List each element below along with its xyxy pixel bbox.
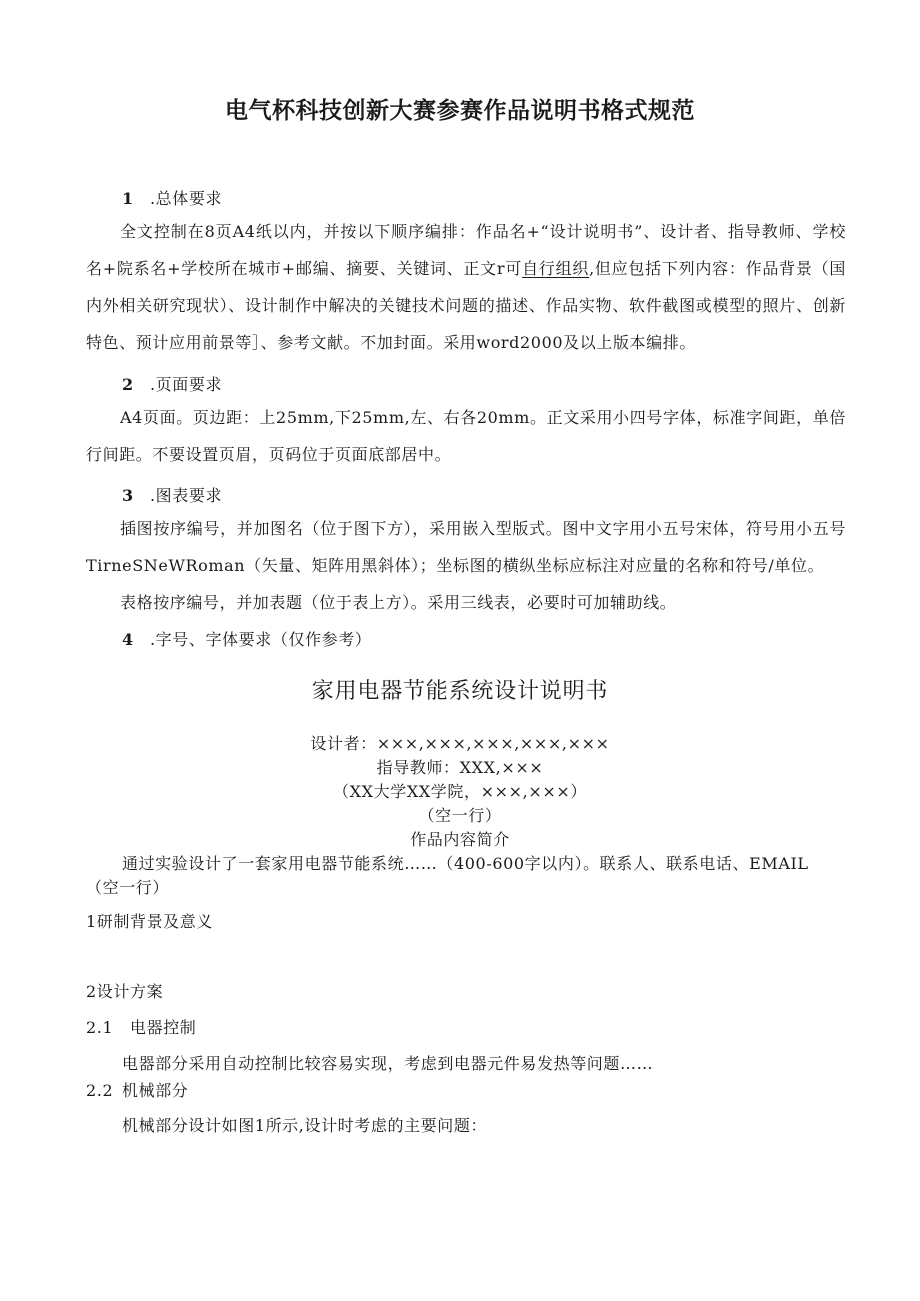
section-2-heading <box>122 372 222 395</box>
section-3-number: 3 <box>122 486 134 505</box>
section-1-paragraph <box>86 213 846 361</box>
sample-affiliation: （XX大学XX学院，×××,×××） <box>333 782 587 801</box>
section-1-paragraph-part1: 全文控制在8页A4纸以内，并按以下顺序编排：作品名+“设计说明书”、设计者、指导教师、学校名+院系名+学校所在城市+邮编、摘要、关键词、正文r可 <box>86 222 846 278</box>
section-3-paragraph-2: 表格按序编号，并加表题（位于表上方）。采用三线表，必要时可加辅助线。 <box>120 593 677 612</box>
section-1-number: 1 <box>122 189 134 208</box>
section-4-heading <box>122 627 372 650</box>
section-3-heading <box>122 483 222 506</box>
section-4-number: 4 <box>122 630 134 649</box>
sample-designers: 设计者：×××,×××,×××,×××,××× <box>310 734 610 753</box>
section-3-title: .图表要求 <box>150 486 223 505</box>
sample-abstract-text: 通过实验设计了一套家用电器节能系统……（400-600字以内）。联系人、联系电话、EMAIL <box>122 854 809 873</box>
section-2-number: 2 <box>122 375 134 394</box>
sample-subsection-2-1-title: 电器控制 <box>130 1018 197 1037</box>
sample-section-2: 2设计方案 <box>86 982 164 1001</box>
sample-subsection-2-2-text: 机械部分设计如图1所示,设计时考虑的主要问题： <box>122 1116 488 1135</box>
section-2-paragraph: A4页面。页边距：上25mm,下25mm,左、右各20mm。正文采用小四号字体，标准字间距，单倍行间距。不要设置页眉，页码位于页面底部居中。 <box>86 408 846 464</box>
sample-subsection-2-2-title: 机械部分 <box>122 1081 189 1100</box>
section-1-heading <box>122 186 222 209</box>
section-1-paragraph-underlined: 自行组织 <box>522 259 590 278</box>
sample-subsection-2-1 <box>86 1015 196 1038</box>
sample-section-1: 1研制背景及意义 <box>86 912 213 931</box>
section-2-title: .页面要求 <box>150 375 223 394</box>
sample-blank-line-2: （空一行） <box>86 878 170 897</box>
document-title: 电气杯科技创新大赛参赛作品说明书格式规范 <box>225 98 695 124</box>
sample-abstract-heading: 作品内容简介 <box>410 830 510 849</box>
sample-advisor: 指导教师：XXX,××× <box>376 758 544 777</box>
section-3-paragraph-1: 插图按序编号，并加图名（位于图下方），采用嵌入型版式。图中文字用小五号宋体，符号用小五号TirneSNeWRoman（矢量、矩阵用黑斜体）；坐标图的横纵坐标应标注对应量的名称和符号/单位。 <box>86 519 846 575</box>
sample-subsection-2-2 <box>86 1078 188 1101</box>
sample-subsection-2-2-number: 2.2 <box>86 1081 114 1100</box>
sample-title: 家用电器节能系统设计说明书 <box>311 679 609 704</box>
sample-subsection-2-1-number: 2.1 <box>86 1018 114 1037</box>
sample-subsection-2-1-text: 电器部分采用自动控制比较容易实现，考虑到电器元件易发热等问题…… <box>122 1054 654 1073</box>
section-1-paragraph-part2: ,但应包括下列内容：作品背景（国内外相关研究现状）、设计制作中解决的关键技术问题的描述、作品实物、软件截图或模型的照片、创新特色、预计应用前景等］、参考文献。不加封面。采用word2000及以上版本编排。 <box>86 259 846 352</box>
section-1-title: .总体要求 <box>150 189 223 208</box>
sample-blank-line-1: （空一行） <box>418 806 502 825</box>
section-4-title: .字号、字体要求（仅作参考） <box>150 630 372 649</box>
